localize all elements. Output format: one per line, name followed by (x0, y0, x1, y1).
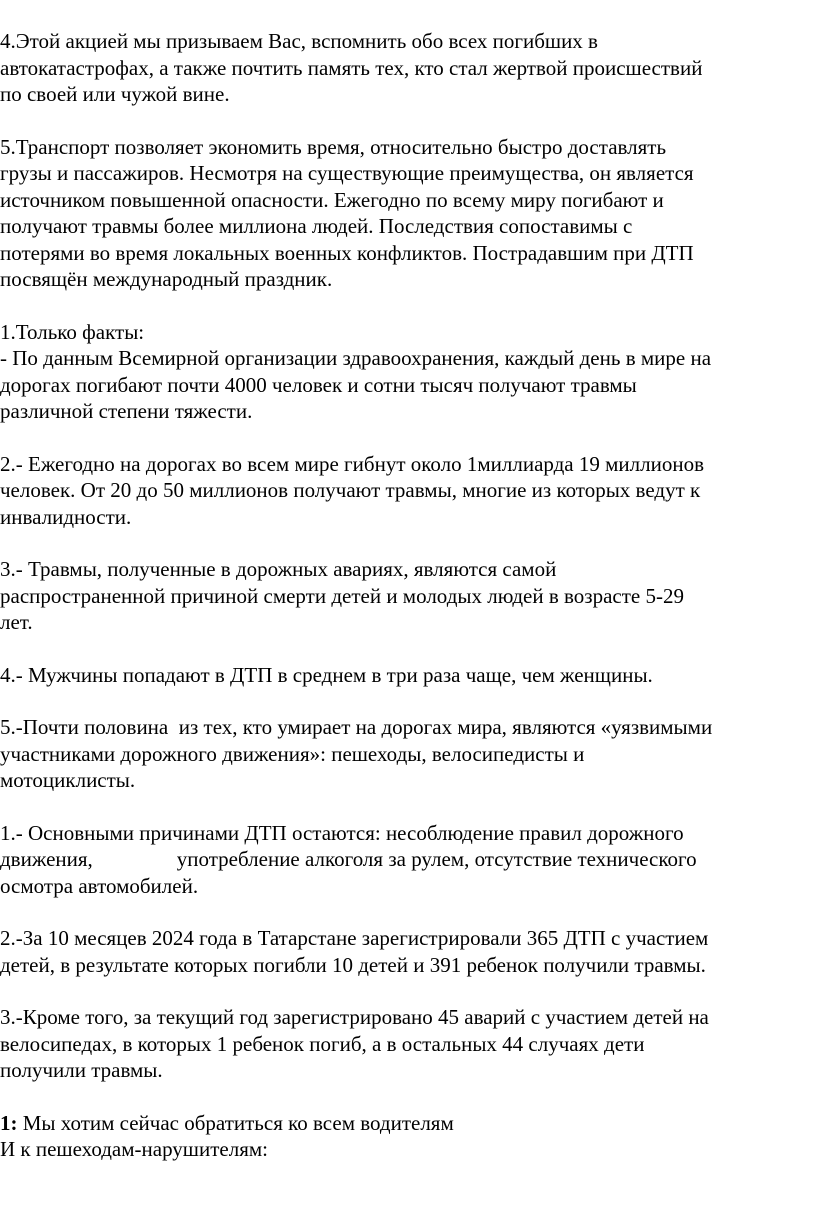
text-line: детей, в результате которых погибли 10 детей и 391 ребенок получили травмы. (0, 952, 706, 977)
text-line: 3.-Кроме того, за текущий год зарегистрировано 45 аварий с участием детей на (0, 1005, 709, 1029)
text-line: человек. От 20 до 50 миллионов получают травмы, многие из которых ведут к (0, 478, 701, 502)
text-line: мотоциклисты. (0, 768, 136, 792)
text-line: 5.Транспорт позволяет экономить время, относительно быстро доставлять (0, 134, 667, 159)
paragraph-tatarstan-stats (0, 925, 812, 978)
paragraph-facts-who (0, 319, 812, 425)
text-line: 5.-Почти половина из тех, кто умирает на дорогах мира, являются «уязвимыми (0, 715, 713, 739)
paragraph-facts-vulnerable (0, 714, 812, 794)
text-line: посвящён международный праздник. (0, 267, 333, 291)
text-line: потерями во время локальных военных конфликтов. Пострадавшим при ДТП (0, 240, 694, 265)
paragraph-call-to-action (0, 28, 812, 108)
paragraph-facts-yearly (0, 451, 812, 531)
text-line: по своей или чужой вине. (0, 82, 230, 106)
paragraph-facts-men (0, 662, 812, 689)
text-line: различной степени тяжести. (0, 399, 253, 423)
text-line: лет. (0, 610, 33, 634)
text-line: 4.Этой акцией мы призываем Вас, вспомнить обо всех погибших в (0, 29, 598, 53)
paragraph-closing-appeal (0, 1110, 812, 1163)
text-line: грузы и пассажиров. Несмотря на существующие преимущества, он является (0, 161, 694, 185)
text-line: осмотра автомобилей. (0, 873, 199, 898)
document-body (0, 28, 812, 1163)
closing-line-text: Мы хотим сейчас обратиться ко всем водителям (17, 1110, 454, 1135)
paragraph-causes (0, 820, 812, 900)
text-line: И к пешеходам-нарушителям: (0, 1137, 268, 1161)
closing-number-bold: 1: (0, 1110, 18, 1135)
text-line: инвалидности. (0, 504, 132, 529)
text-line: 4.- Мужчины попадают в ДТП в среднем в три раза чаще, чем женщины. (0, 662, 653, 687)
text-line: велосипедах, в которых 1 ребенок погиб, а в остальных 44 случаях дети (0, 1031, 645, 1056)
text-line: 3.- Травмы, полученные в дорожных авариях, являются самой (0, 557, 557, 581)
text-line: 2.- Ежегодно на дорогах во всем мире гибнут около 1миллиарда 19 миллионов (0, 451, 705, 476)
paragraph-transport (0, 134, 812, 293)
text-line: получают травмы более миллиона людей. Последствия сопоставимы с (0, 214, 633, 238)
text-line: распространенной причиной смерти детей и молодых людей в возрасте 5-29 (0, 583, 684, 608)
text-line: 2.-За 10 месяцев 2024 года в Татарстане зарегистрировали 365 ДТП с участием (0, 926, 709, 950)
text-line: участниками дорожного движения»: пешеходы, велосипедисты и (0, 741, 585, 766)
text-line: автокатастрофах, а также почтить память тех, кто стал жертвой происшествий (0, 55, 703, 80)
text-line: дорогах погибают почти 4000 человек и сотни тысяч получают травмы (0, 372, 637, 397)
text-line: движения, употребление алкоголя за рулем, отсутствие технического (0, 847, 697, 871)
text-line: - По данным Всемирной организации здравоохранения, каждый день в мире на (0, 346, 712, 370)
paragraph-bicycle-stats (0, 1004, 812, 1084)
text-line (0, 1110, 812, 1137)
text-line: 1.Только факты: (0, 319, 145, 344)
text-line: источником повышенной опасности. Ежегодно по всему миру погибают и (0, 187, 664, 212)
paragraph-facts-youth (0, 556, 812, 636)
text-line: 1.- Основными причинами ДТП остаются: несоблюдение правил дорожного (0, 820, 684, 845)
text-line: получили травмы. (0, 1058, 163, 1082)
